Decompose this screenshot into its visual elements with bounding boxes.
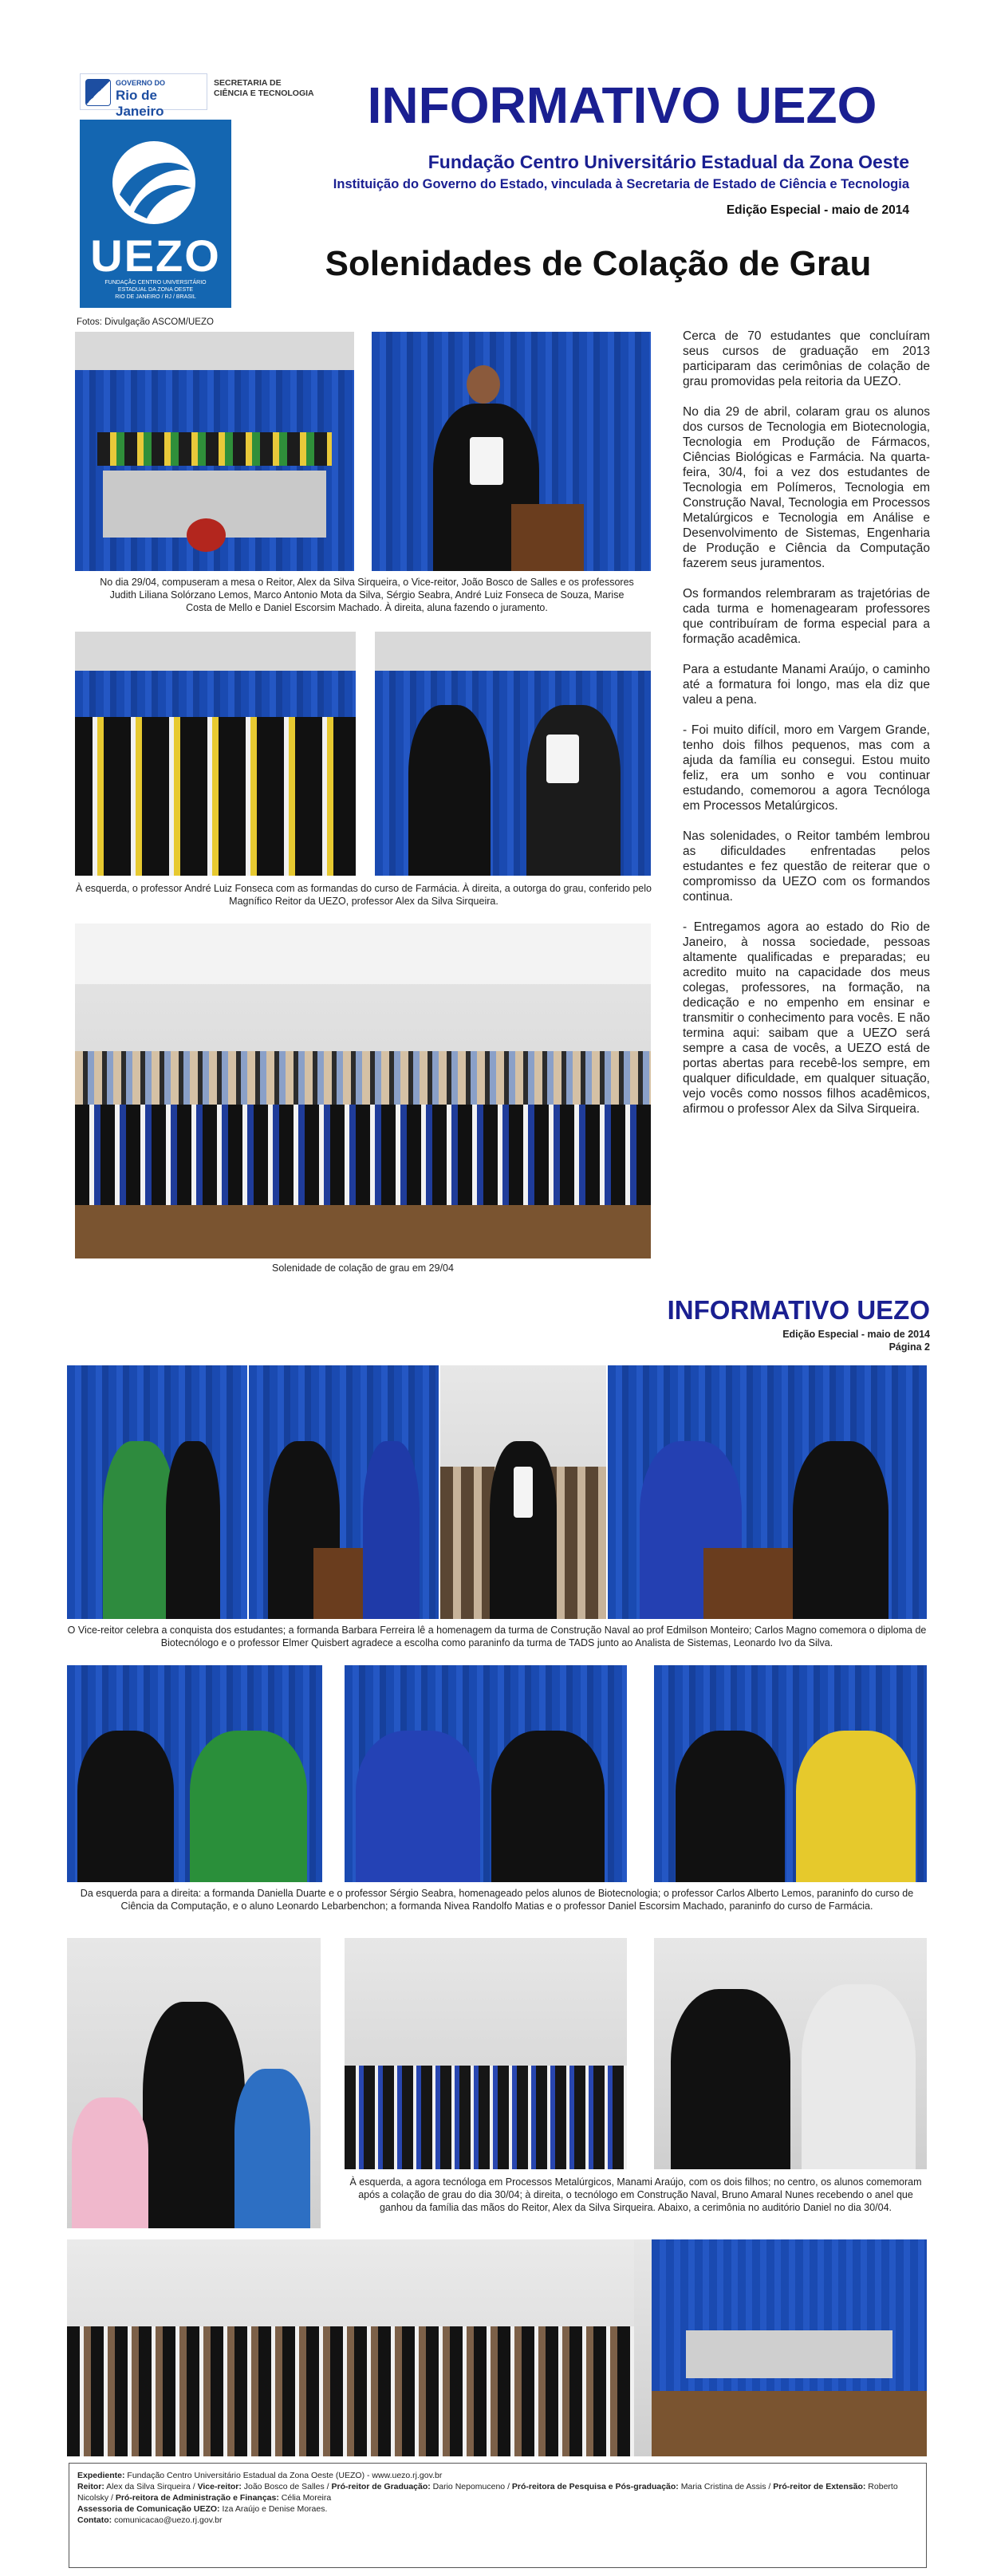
article-paragraph: No dia 29 de abril, colaram grau os alunos dos cursos de Tecnologia em Biotecnologia, Tecnologia em Produção de Fármacos, Ciências Biológicas e Farmácia. Na quarta-feira, 30/4, foi a vez dos estudantes de Tecnologia em Polímeros, Tecnologia em Construção Naval, Tecnologia em Processos Metalúrgicos e Tecnologia em Análise e Desenvolvimento de Sistemas, Engenharia de Produção e Ciência da Computação fazerem seus juramentos. bbox=[683, 405, 930, 570]
footer-line-3 bbox=[77, 2503, 918, 2515]
footer-text: Iza Araújo e Denise Moraes. bbox=[219, 2504, 328, 2514]
footer-label: Pró-reitora de Administração e Finanças: bbox=[115, 2493, 279, 2503]
photo-degree-conferral bbox=[375, 632, 651, 876]
article-paragraph: Nas solenidades, o Reitor também lembrou as dificuldades enfrentadas pelos estudantes e fez questão de reiterar que o compromisso da UEZO com os formandos continua. bbox=[683, 829, 930, 904]
page2-edition: Edição Especial - maio de 2014 bbox=[782, 1329, 930, 1340]
footer-text: João Bosco de Salles / bbox=[241, 2482, 332, 2491]
footer-text: Alex da Silva Sirqueira / bbox=[104, 2482, 198, 2491]
footer-line-2 bbox=[77, 2481, 918, 2503]
caption-photos-4: O Vice-reitor celebra a conquista dos estudantes; a formanda Barbara Ferreira lê a homenagem da turma de Construção Naval ao prof Edmilson Monteiro; Carlos Magno comemora o diploma de Biotecnólogo e o professor Elmer Quisbert agradece a escolha como paraninfo da turma de TADS junto ao Analista de Sistemas, Leonardo Ivo da Silva. bbox=[67, 1625, 927, 1648]
photo-credit: Fotos: Divulgação ASCOM/UEZO bbox=[77, 317, 214, 327]
photo-barbara-ferreira bbox=[249, 1365, 439, 1619]
photo-ceremony-table bbox=[75, 332, 354, 571]
photo-ceremony-audience bbox=[75, 924, 651, 1258]
photo-carlos-magno bbox=[440, 1365, 606, 1619]
article-paragraph: - Foi muito difícil, moro em Vargem Grande, tenho dois filhos pequenos, mas com a ajuda da família eu consegui. Estou muito feliz, era um sonho e vou continuar estudando, comemorou a agora Tecnóloga em Processos Metalúrgicos. bbox=[683, 723, 930, 813]
logo-sub-1: FUNDAÇÃO CENTRO UNIVERSITÁRIO bbox=[104, 280, 207, 286]
footer-text: Fundação Centro Universitário Estadual da Zona Oeste (UEZO) - www.uezo.rj.gov.br bbox=[124, 2471, 443, 2480]
page2-title: INFORMATIVO UEZO bbox=[667, 1295, 930, 1325]
footer-email[interactable]: comunicacao@uezo.rj.gov.br bbox=[112, 2515, 223, 2525]
caption-photos-5: Da esquerda para a direita: a formanda Daniella Duarte e o professor Sérgio Seabra, homenageado pelos alunos de Biotecnologia; o professor Carlos Alberto Lemos, paraninfo do curso de Ciência da Computação, e o aluno Leonardo Lebarbenchon; a formanda Nivea Randolfo Matias e o professor Daniel Escorsim Machado, paraninfo do curso de Farmácia. bbox=[80, 1888, 914, 1912]
logo-sub-3: RIO DE JANEIRO / RJ / BRASIL bbox=[115, 294, 196, 300]
photo-auditorium-ceremony bbox=[67, 2239, 927, 2456]
newsletter-title: INFORMATIVO UEZO bbox=[367, 77, 877, 134]
uezo-logo-subtitle bbox=[89, 279, 222, 301]
photo-elmer-quisbert bbox=[608, 1365, 927, 1619]
governo-rj-logo bbox=[80, 73, 207, 119]
footer-text: Roberto Nicolsky / bbox=[77, 2482, 898, 2503]
footer-label: Assessoria de Comunicação UEZO: bbox=[77, 2504, 220, 2514]
caption-photos-1: No dia 29/04, compuseram a mesa o Reitor, Alex da Silva Sirqueira, o Vice-reitor, João Bosco de Salles e os professores Judith Liliana Solórzano Lemos, Marco Antonio Mota da Silva, Sérgio Seabra, André Luiz Fonseca de Souza, Marise Costa de Mello e Daniel Escorsim Machado. À direita, aluna fazendo o juramento. bbox=[100, 577, 634, 613]
page-number: Página 2 bbox=[889, 1341, 930, 1353]
footer-text: Maria Cristina de Assis / bbox=[678, 2482, 774, 2491]
article-paragraph: - Entregamos agora ao estado do Rio de Janeiro, à nossa sociedade, pessoas altamente qualificadas e preparadas; eu acredito muito na capacidade dos meus colegas, professores, na formação, na dedicação e no empenho em ensinar e transmitir o conhecimento para vocês. E não termina aqui: saibam que a UEZO será sempre a casa de vocês, a UEZO está de portas abertas para recebê-los sempre, em qualquer dificuldade, em qualquer situação, vejo vocês como nossos filhos acadêmicos, afirmou o professor Alex da Silva Sirqueira. bbox=[683, 920, 930, 1116]
photo-nivea-randolfo bbox=[654, 1665, 927, 1882]
photo-bruno-amaral-nunes bbox=[654, 1938, 927, 2169]
gov-line-1: GOVERNO DO bbox=[116, 79, 166, 87]
secretaria-line-2: CIÊNCIA E TECNOLOGIA bbox=[214, 89, 314, 98]
uezo-logo-text: UEZO bbox=[90, 230, 221, 281]
footer-label: Expediente: bbox=[77, 2471, 125, 2480]
footer-label: Contato: bbox=[77, 2515, 112, 2525]
foundation-name: Fundação Centro Universitário Estadual da Zona Oeste bbox=[428, 152, 909, 172]
footer-label: Pró-reitor de Graduação: bbox=[331, 2482, 431, 2491]
photo-pharmacy-graduates bbox=[75, 632, 356, 876]
rj-coat-of-arms-icon bbox=[85, 79, 111, 106]
footer-label: Pró-reitora de Pesquisa e Pós-graduação: bbox=[511, 2482, 679, 2491]
photo-student-oath bbox=[372, 332, 651, 571]
gov-line-2: Rio de Janeiro bbox=[116, 88, 164, 119]
article-paragraph: Para a estudante Manami Araújo, o caminho até a formatura foi longo, mas ela diz que valeu a pena. bbox=[683, 663, 930, 707]
uezo-logo bbox=[80, 120, 231, 308]
caption-photos-2: À esquerda, o professor André Luiz Fonseca com as formandas do curso de Farmácia. À direita, a outorga do grau, conferido pelo Magnífico Reitor da UEZO, professor Alex da Silva Sirqueira. bbox=[76, 883, 652, 907]
footer-text: Dario Nepomuceno / bbox=[430, 2482, 512, 2491]
edition-label: Edição Especial - maio de 2014 bbox=[726, 203, 909, 217]
article-paragraph: Os formandos relembraram as trajetórias de cada turma e homenagearam professores que contribuíram de forma especial para a formação acadêmica. bbox=[683, 587, 930, 646]
secretaria-label bbox=[214, 78, 314, 99]
article-paragraph: Cerca de 70 estudantes que concluíram seus cursos de graduação em 2013 participaram das cerimônias de colação de grau promovidas pela reitoria da UEZO. bbox=[683, 329, 930, 388]
footer-label: Pró-reitor de Extensão: bbox=[773, 2482, 866, 2491]
footer-expediente bbox=[69, 2463, 927, 2568]
footer-line-4 bbox=[77, 2515, 918, 2526]
footer-label: Vice-reitor: bbox=[197, 2482, 242, 2491]
secretaria-line-1: SECRETARIA DE bbox=[214, 78, 282, 88]
photo-carlos-alberto-lemos bbox=[345, 1665, 627, 1882]
photo-manami-araujo-family bbox=[67, 1938, 321, 2228]
uezo-swirl-icon bbox=[110, 139, 198, 226]
photo-daniella-duarte bbox=[67, 1665, 322, 1882]
photo-vice-rector bbox=[67, 1365, 247, 1619]
logo-sub-2: ESTADUAL DA ZONA OESTE bbox=[117, 287, 194, 293]
caption-photos-3: Solenidade de colação de grau em 29/04 bbox=[272, 1262, 454, 1274]
article-title: Solenidades de Colação de Grau bbox=[325, 244, 872, 283]
footer-line-1 bbox=[77, 2470, 918, 2481]
institution-line: Instituição do Governo do Estado, vinculada à Secretaria de Estado de Ciência e Tecnologia bbox=[333, 177, 909, 191]
photo-students-celebrate bbox=[345, 1938, 627, 2169]
footer-label: Reitor: bbox=[77, 2482, 104, 2491]
caption-photos-6: À esquerda, a agora tecnóloga em Processos Metalúrgicos, Manami Araújo, com os dois filhos; no centro, os alunos comemoram após a colação de grau do dia 30/04; à direita, o tecnólogo em Construção Naval, Bruno Amaral Nunes recebendo o anel que ganhou da família das mãos do Reitor, Alex da Silva Sirqueira. Abaixo, a cerimônia no auditório Daniel no dia 30/04. bbox=[349, 2176, 922, 2213]
article-body bbox=[683, 329, 930, 1132]
footer-text: Célia Moreira bbox=[278, 2493, 332, 2503]
